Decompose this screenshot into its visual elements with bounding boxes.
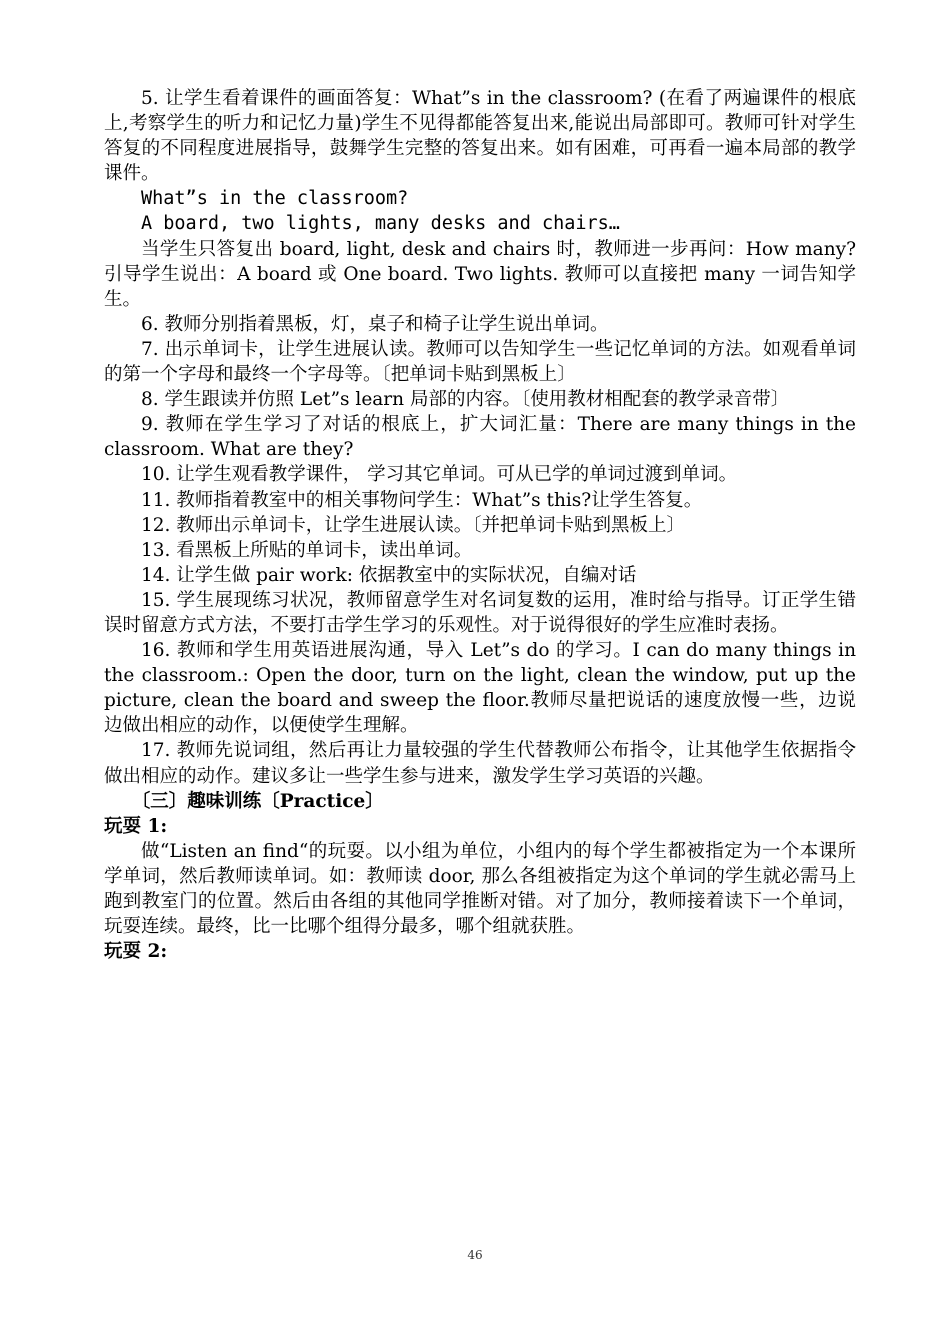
document-body (104, 86, 856, 964)
paragraph-step-12: 12. 教师出示单词卡，让学生进展认读。〔并把单词卡贴到黑板上〕 (141, 514, 686, 536)
paragraph-step-16: 16. 教师和学生用英语进展沟通，导入 Let”s do 的学习。I can do many things in the classroom.: Open the door, turn on the light, clean the window, put up the picture, clean the board and sweep the floor.教师尽量把说话的速度放慢一些，边说边做出相应的动作，以便使学生理解。 (104, 640, 856, 737)
paragraph-step-13: 13. 看黑板上所贴的单词卡，读出单词。 (141, 539, 473, 561)
page-number: 46 (467, 1248, 483, 1262)
paragraph-question: What”s in the classroom? (141, 188, 409, 210)
section-heading: 〔三〕趣味训练〔Practice〕 (131, 790, 384, 812)
game-2-label: 玩耍 2: (104, 941, 168, 963)
paragraph-how-many: 当学生只答复出 board, light, desk and chairs 时，教师进一步再问：How many?引导学生说出：A board 或 One board. Two lights. 教师可以直接把 many 一词告知学生。 (104, 238, 856, 310)
paragraph-step-11: 11. 教师指着教室中的相关事物问学生：What”s this?让学生答复。 (141, 489, 703, 511)
paragraph-step-15: 15. 学生展现练习状况，教师留意学生对名词复数的运用，准时给与指导。订正学生错误时留意方式方法，不要打击学生学习的乐观性。对于说得很好的学生应准时表扬。 (104, 589, 856, 636)
paragraph-step-14: 14. 让学生做 pair work: 依据教室中的实际状况，自编对话 (141, 564, 637, 586)
paragraph-step-8: 8. 学生跟读并仿照 Let”s learn 局部的内容。〔使用教材相配套的教学录音带〕 (141, 389, 790, 411)
paragraph-step-17: 17. 教师先说词组，然后再让力量较强的学生代替教师公布指令，让其他学生依据指令做出相应的动作。建议多让一些学生参与进来，激发学生学习英语的兴趣。 (104, 740, 856, 787)
paragraph-step-6: 6. 教师分别指着黑板，灯，桌子和椅子让学生说出单词。 (141, 313, 609, 335)
game-1-text: 做“Listen an find“的玩耍。以小组为单位，小组内的每个学生都被指定为一个本课所学单词，然后教师读单词。如：教师读 door, 那么各组被指定为这个单词的学生就必需马上跑到教室门的位置。然后由各组的其他同学推断对错。对了加分，教师接着读下一个单词，玩耍连续。最终，比一比哪个组得分最多，哪个组就获胜。 (104, 840, 856, 938)
paragraph-step-9: 9. 教师在学生学习了对话的根底上，扩大词汇量：There are many things in the classroom. What are they? (104, 414, 856, 461)
paragraph-step-5: 5. 让学生看着课件的画面答复：What”s in the classroom? (在看了两遍课件的根底上,考察学生的听力和记忆力量)学生不见得都能答复出来,能说出局部即可。教师可针对学生答复的不同程度进展指导，鼓舞学生完整的答复出来。如有困难，可再看一遍本局部的教学课件。 (104, 88, 856, 185)
paragraph-answer: A board, two lights, many desks and chairs… (141, 213, 620, 235)
paragraph-step-10: 10. 让学生观看教学课件， 学习其它单词。可从已学的单词过渡到单词。 (141, 464, 738, 486)
game-1-label: 玩耍 1: (104, 815, 168, 837)
paragraph-step-7: 7. 出示单词卡，让学生进展认读。教师可以告知学生一些记忆单词的方法。如观看单词的第一个字母和最终一个字母等。〔把单词卡贴到黑板上〕 (104, 338, 856, 386)
